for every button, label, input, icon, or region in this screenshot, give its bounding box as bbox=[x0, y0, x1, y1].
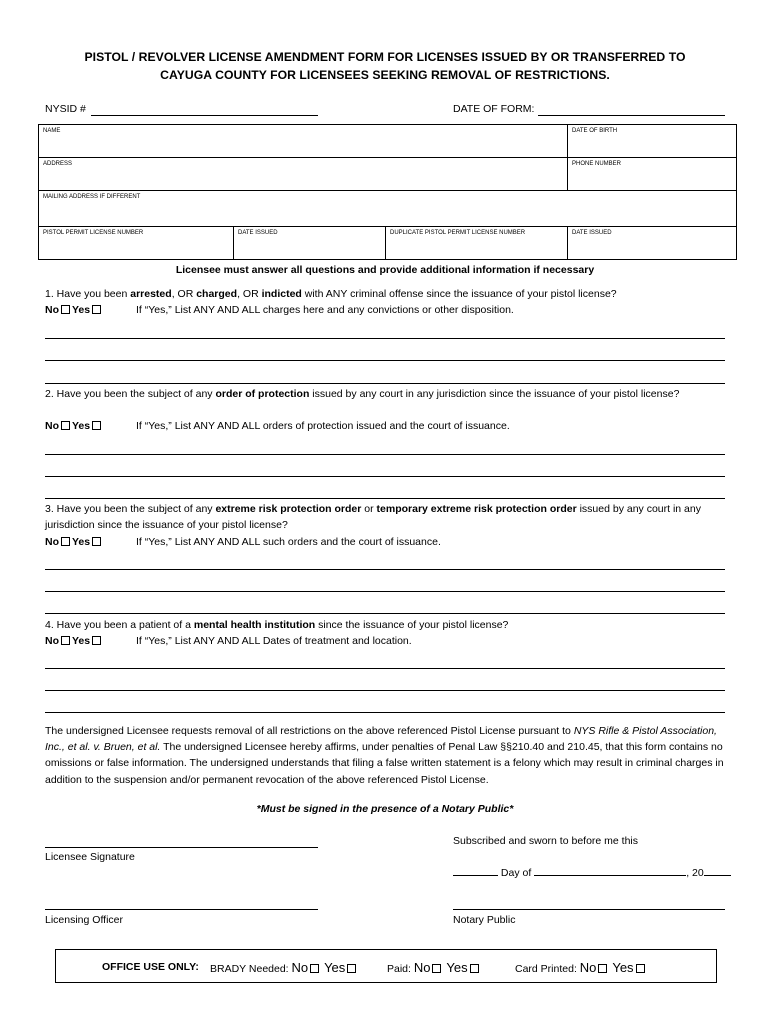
nysid-label: NYSID # bbox=[45, 103, 86, 115]
q1-answer-line-1[interactable] bbox=[45, 338, 725, 339]
paid-yes-label: Yes bbox=[446, 960, 468, 975]
q2-answer-line-3[interactable] bbox=[45, 498, 725, 499]
q3-text-c: issued by any court in any jurisdiction since the issuance of your pistol license? bbox=[45, 503, 701, 531]
office-use-box bbox=[55, 949, 717, 983]
q3-answer-line-2[interactable] bbox=[45, 591, 725, 592]
brady-group bbox=[210, 960, 358, 975]
licensing-officer-label: Licensing Officer bbox=[45, 914, 124, 926]
date-issued-2-label: DATE ISSUED bbox=[572, 230, 612, 236]
q3-bold-erpo: extreme risk protection order bbox=[215, 503, 362, 515]
q1-text-c: , OR bbox=[237, 288, 262, 300]
dob-field[interactable] bbox=[568, 125, 737, 158]
brady-label: BRADY Needed: bbox=[210, 963, 289, 975]
q1-yes-checkbox[interactable] bbox=[92, 305, 101, 314]
month-field[interactable] bbox=[534, 866, 686, 876]
brady-no-label: No bbox=[291, 960, 309, 975]
affirmation-text-b: The undersigned Licensee hereby affirms, under penalties of Penal Law §§210.40 and 210.45, that this form contains no omissions or false information. The undersigned understands that filing a false written statement is a felony which may result in criminal charges in addition to the suspension and/or permanent revocation of the above referenced Pistol License. bbox=[45, 741, 724, 786]
card-no-checkbox[interactable] bbox=[598, 964, 607, 973]
notary-requirement: *Must be signed in the presence of a Notary Public* bbox=[256, 803, 514, 815]
permit-number-field[interactable] bbox=[39, 227, 234, 260]
q4-no-checkbox[interactable] bbox=[61, 636, 70, 645]
q1-text-d: with ANY criminal offense since the issuance of your pistol license? bbox=[301, 288, 617, 300]
q1-yes-label: Yes bbox=[72, 304, 91, 316]
mailing-address-field[interactable] bbox=[39, 191, 737, 227]
affirmation-case-name: NYS Rifle & Pistol Association, Inc., et al. v. Bruen, et al. bbox=[45, 725, 717, 754]
affirmation-paragraph bbox=[45, 723, 730, 788]
q1-answer-row bbox=[45, 304, 103, 316]
q3-yes-checkbox[interactable] bbox=[92, 537, 101, 546]
brady-yes-label: Yes bbox=[324, 960, 346, 975]
q4-answer-line-2[interactable] bbox=[45, 690, 725, 691]
q2-yes-label: Yes bbox=[72, 420, 91, 432]
card-printed-label: Card Printed: bbox=[515, 963, 577, 975]
card-yes-checkbox[interactable] bbox=[636, 964, 645, 973]
q3-yes-label: Yes bbox=[72, 536, 91, 548]
form-title-line-2: CAYUGA COUNTY FOR LICENSEES SEEKING REMOVAL OF RESTRICTIONS. bbox=[160, 68, 610, 82]
q2-bold-order: order of protection bbox=[215, 388, 310, 400]
licensee-signature-line[interactable] bbox=[45, 847, 318, 848]
q4-yes-checkbox[interactable] bbox=[92, 636, 101, 645]
permit-number-label: PISTOL PERMIT LICENSE NUMBER bbox=[43, 230, 144, 236]
duplicate-permit-field[interactable] bbox=[386, 227, 568, 260]
q3-text-a: 3. Have you been the subject of any bbox=[45, 503, 216, 515]
notary-public-label: Notary Public bbox=[453, 914, 516, 926]
question-2 bbox=[45, 386, 725, 402]
q4-if-yes: If “Yes,” List ANY AND ALL Dates of treatment and location. bbox=[136, 635, 412, 647]
q3-if-yes: If “Yes,” List ANY AND ALL such orders and the court of issuance. bbox=[136, 536, 441, 548]
mailing-address-label: MAILING ADDRESS IF DIFFERENT bbox=[43, 194, 141, 200]
q1-bold-charged: charged bbox=[196, 288, 238, 300]
licensing-officer-line[interactable] bbox=[45, 909, 318, 910]
q3-text-b: or bbox=[361, 503, 377, 515]
q1-bold-indicted: indicted bbox=[261, 288, 302, 300]
card-printed-group bbox=[515, 960, 647, 975]
question-1 bbox=[45, 286, 725, 302]
q2-answer-line-1[interactable] bbox=[45, 454, 725, 455]
phone-label: PHONE NUMBER bbox=[572, 161, 622, 167]
q3-no-label: No bbox=[45, 536, 59, 548]
question-3 bbox=[45, 501, 730, 533]
q2-text-b: issued by any court in any jurisdiction since the issuance of your pistol license? bbox=[309, 388, 680, 400]
form-title bbox=[40, 48, 730, 84]
name-label: NAME bbox=[43, 128, 61, 134]
q2-yes-checkbox[interactable] bbox=[92, 421, 101, 430]
q3-answer-line-1[interactable] bbox=[45, 569, 725, 570]
subscribed-text: Subscribed and sworn to before me this bbox=[453, 835, 639, 847]
q1-answer-line-3[interactable] bbox=[45, 383, 725, 384]
paid-label: Paid: bbox=[387, 963, 411, 975]
q3-answer-line-3[interactable] bbox=[45, 613, 725, 614]
q4-bold-mental-health: mental health institution bbox=[193, 619, 316, 631]
paid-group bbox=[387, 960, 481, 975]
q4-yes-label: Yes bbox=[72, 635, 91, 647]
form-title-line-1: PISTOL / REVOLVER LICENSE AMENDMENT FORM FOR LICENSES ISSUED BY OR TRANSFERRED TO bbox=[84, 50, 686, 64]
date-issued-2-field[interactable] bbox=[568, 227, 737, 260]
q2-no-label: No bbox=[45, 420, 59, 432]
q1-bold-arrested: arrested bbox=[130, 288, 172, 300]
q1-no-checkbox[interactable] bbox=[61, 305, 70, 314]
card-no-label: No bbox=[579, 960, 597, 975]
q2-if-yes: If “Yes,” List ANY AND ALL orders of protection issued and the court of issuance. bbox=[136, 420, 510, 432]
q4-answer-line-3[interactable] bbox=[45, 712, 725, 713]
q3-no-checkbox[interactable] bbox=[61, 537, 70, 546]
office-use-label: OFFICE USE ONLY: bbox=[102, 961, 199, 973]
nysid-field[interactable] bbox=[91, 104, 318, 116]
q3-bold-terpo: temporary extreme risk protection order bbox=[376, 503, 577, 515]
date-issued-label: DATE ISSUED bbox=[238, 230, 278, 236]
q3-answer-row bbox=[45, 536, 103, 548]
name-field[interactable] bbox=[39, 125, 568, 158]
instruction-text: Licensee must answer all questions and provide additional information if necessary bbox=[175, 264, 595, 276]
paid-no-label: No bbox=[413, 960, 431, 975]
notary-date-row bbox=[453, 866, 731, 879]
q2-no-checkbox[interactable] bbox=[61, 421, 70, 430]
q2-text-a: 2. Have you been the subject of any bbox=[45, 388, 216, 400]
q1-text-a: 1. Have you been bbox=[45, 288, 131, 300]
q4-no-label: No bbox=[45, 635, 59, 647]
day-field[interactable] bbox=[453, 866, 498, 876]
licensee-info-grid bbox=[38, 124, 737, 260]
q4-answer-row bbox=[45, 635, 103, 647]
affirmation-text-a: The undersigned Licensee requests removal of all restrictions on the above referenced Pistol License pursuant to bbox=[45, 725, 574, 737]
q1-no-label: No bbox=[45, 304, 59, 316]
brady-no-checkbox[interactable] bbox=[310, 964, 319, 973]
q1-if-yes: If “Yes,” List ANY AND ALL charges here and any convictions or other disposition. bbox=[136, 304, 514, 316]
brady-yes-checkbox[interactable] bbox=[347, 964, 356, 973]
card-yes-label: Yes bbox=[612, 960, 634, 975]
phone-field[interactable] bbox=[568, 158, 737, 191]
date-of-form-field[interactable] bbox=[538, 104, 725, 116]
q1-text-b: , OR bbox=[171, 288, 197, 300]
year-field[interactable] bbox=[704, 866, 731, 876]
licensee-signature-label: Licensee Signature bbox=[45, 851, 135, 863]
q2-answer-line-2[interactable] bbox=[45, 476, 725, 477]
paid-no-checkbox[interactable] bbox=[432, 964, 441, 973]
q1-answer-line-2[interactable] bbox=[45, 360, 725, 361]
dob-label: DATE OF BIRTH bbox=[572, 128, 618, 134]
q2-answer-row bbox=[45, 420, 103, 432]
paid-yes-checkbox[interactable] bbox=[470, 964, 479, 973]
day-of-label: Day of bbox=[500, 867, 532, 879]
date-issued-field[interactable] bbox=[234, 227, 386, 260]
address-label: ADDRESS bbox=[43, 161, 73, 167]
date-of-form-label: DATE OF FORM: bbox=[453, 103, 535, 115]
duplicate-permit-label: DUPLICATE PISTOL PERMIT LICENSE NUMBER bbox=[390, 230, 526, 236]
notary-public-line[interactable] bbox=[453, 909, 725, 910]
q4-text-a: 4. Have you been a patient of a bbox=[45, 619, 194, 631]
year-prefix-label: , 20 bbox=[686, 867, 704, 879]
address-field[interactable] bbox=[39, 158, 568, 191]
question-4 bbox=[45, 617, 725, 633]
q4-answer-line-1[interactable] bbox=[45, 668, 725, 669]
q4-text-b: since the issuance of your pistol license? bbox=[315, 619, 509, 631]
